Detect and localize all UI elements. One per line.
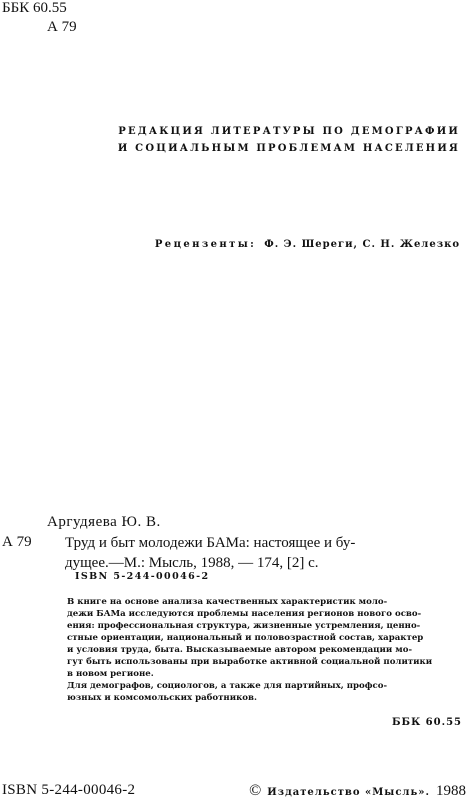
footer-copyright xyxy=(249,782,466,800)
catalog-code: А 79 xyxy=(2,534,32,550)
annotation-line: дежи БАМа исследуются проблемы населения регионов нового осво- xyxy=(67,609,422,619)
author-code-top: А 79 xyxy=(47,19,77,35)
catalog-author: Аргудяева Ю. В. xyxy=(47,514,161,530)
bbk-code-bottom: ББК 60.55 xyxy=(392,717,462,728)
annotation-line: стные ориентации, национальный и половозрастной состав, характер xyxy=(67,633,424,643)
annotation-line: гут быть использованы при выработке активной социальной политики xyxy=(67,657,433,667)
annotation xyxy=(47,596,467,704)
editorial-line-1: РЕДАКЦИЯ ЛИТЕРАТУРЫ ПО ДЕМОГРАФИИ xyxy=(118,126,460,137)
annotation-line: В книге на основе анализа качественных характеристик моло- xyxy=(67,597,388,607)
footer-isbn: ISBN 5-244-00046-2 xyxy=(2,782,136,798)
reviewers-names: Ф. Э. Шереги, С. Н. Железко xyxy=(264,239,460,250)
catalog-title-line-2: дущее.—М.: Мысль, 1988, — 174, [2] с. xyxy=(65,555,319,571)
reviewers-line xyxy=(155,239,460,250)
reviewers-label: Рецензенты: xyxy=(154,239,257,250)
annotation-paragraph-2 xyxy=(47,680,467,704)
footer-publisher: Издательство «Мысль». xyxy=(267,787,430,798)
catalog-isbn: ISBN 5-244-00046-2 xyxy=(75,571,210,582)
annotation-line: в новом регионе. xyxy=(67,669,154,679)
copyright-icon: © xyxy=(249,782,262,799)
footer-year: 1988 xyxy=(436,783,466,799)
annotation-line: юзных и комсомольских работников. xyxy=(67,693,257,703)
annotation-paragraph-1 xyxy=(47,596,467,680)
editorial-line-2: И СОЦИАЛЬНЫМ ПРОБЛЕМАМ НАСЕЛЕНИЯ xyxy=(117,143,460,154)
catalog-title-line-1: Труд и быт молодежи БАМа: настоящее и бу- xyxy=(65,535,356,551)
annotation-line: Для демографов, социологов, а также для партийных, профсо- xyxy=(67,681,388,691)
catalog-title xyxy=(65,533,465,573)
annotation-line: и условия труда, быта. Высказываемые автором рекомендации мо- xyxy=(67,645,413,655)
bbk-code-top: ББК 60.55 xyxy=(2,0,67,16)
annotation-line: ения: профессиональная структура, жизненные устремления, ценно- xyxy=(67,621,421,631)
editorial-heading xyxy=(118,123,460,157)
